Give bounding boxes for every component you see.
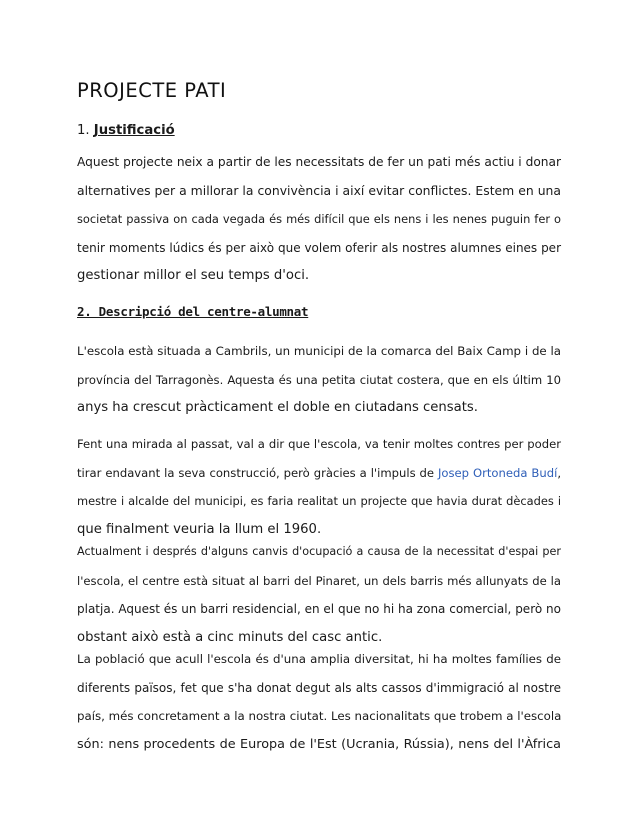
paragraph-barri [77,538,561,652]
paragraph-line: gestionar millor el seu temps d'oci. [77,268,310,284]
paragraph-line: que finalment veuria la llum el 1960. [77,521,322,537]
paragraph-line: tenir moments lúdics és per això que volem oferir als nostres alumnes eines per [77,240,561,255]
paragraph-line: província del Tarragonès. Aquesta és una petita ciutat costera, que en els últim 10 [77,372,561,387]
document-title: PROJECTE PATI [77,79,227,102]
paragraph-line: La població que acull l'escola és d'una amplia diversitat, hi ha moltes famílies de [77,652,561,666]
paragraph-line: Fent una mirada al passat, val a dir que l'escola, va tenir moltes contres per poder [77,437,561,451]
person-link[interactable]: Josep Ortoneda Budí [438,465,558,480]
paragraph-line: obstant això està a cinc minuts del casc antic. [77,629,383,645]
paragraph-line: l'escola, el centre està situat al barri del Pinaret, un dels barris més allunyats de la [77,573,561,588]
paragraph-line: anys ha crescut pràcticament el doble en ciutadans censats. [77,400,478,416]
line-text: tirar endavant la seva construcció, però gràcies a l'impuls de [77,465,438,480]
paragraph-line: diferents països, fet que s'ha donat degut als alts cassos d'immigració al nostre [77,680,561,695]
paragraph-line: són: nens procedents de Europa de l'Est (Ucrania, Rússia), nens del l'Àfrica [77,736,561,752]
paragraph-poblacio [77,645,561,759]
paragraph-line: platja. Aquest és un barri residencial, en el que no hi ha zona comercial, però no [77,602,561,617]
paragraph-line: mestre i alcalde del municipi, es faria realitat un projecte que havia durat dècades i [77,494,561,509]
paragraph-line: societat passiva on cada vegada és més difícil que els nens i les nenes puguin fer o [77,212,561,227]
paragraph-line: L'escola està situada a Cambrils, un municipi de la comarca del Baix Camp i de la [77,344,561,358]
paragraph-line: Actualment i després d'alguns canvis d'ocupació a causa de la necessitat d'espai per [77,545,561,558]
section-1-heading [77,123,175,138]
section-1-title: Justificació [93,123,175,138]
section-1-number: 1. [77,123,90,138]
paragraph-line [77,459,561,488]
paragraph-line: Aquest projecte neix a partir de les necessitats de fer un pati més actiu i donar [77,155,561,169]
paragraph-historia [77,430,561,544]
paragraph-ubicacio [77,337,561,423]
paragraph-line: alternatives per a millorar la convivència i així evitar conflictes. Estem en una [77,182,561,198]
paragraph-line: país, més concretament a la nostra ciutat. Les nacionalitats que trobem a l'escola [77,709,562,724]
line-text: , [557,465,561,480]
paragraph-justificacio [77,148,561,291]
section-2-heading: 2. Descripció del centre-alumnat [77,304,309,319]
